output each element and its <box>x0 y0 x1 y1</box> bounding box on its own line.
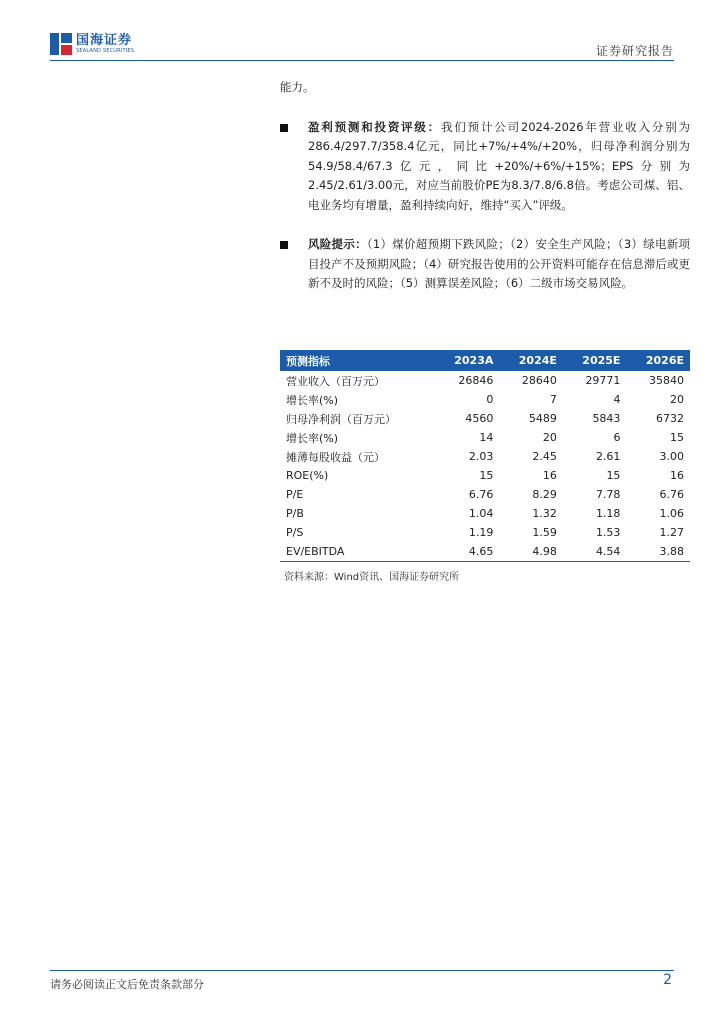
table-row <box>280 542 690 562</box>
table-cell: 1.19 <box>468 526 494 539</box>
header-cell: 2026E <box>645 354 684 367</box>
row-label: 摊薄每股收益（元） <box>286 450 385 464</box>
table-cell: 15 <box>606 469 621 482</box>
table-cell: 1.06 <box>659 507 684 520</box>
table-row <box>280 371 690 390</box>
square-bullet-icon <box>280 241 288 249</box>
row-label: P/E <box>286 488 304 501</box>
table-cell: 4 <box>613 393 621 406</box>
table-cell: 3.88 <box>626 542 690 562</box>
table-cell: 7 <box>549 393 557 406</box>
logo-english-name: SEALAND SECURITIES <box>76 48 135 54</box>
table-cell: 8.29 <box>532 488 557 501</box>
header-cell: 预测指标 <box>286 354 330 368</box>
table-row <box>280 390 690 409</box>
table-cell: 7.78 <box>595 488 621 501</box>
report-type-label: 证券研究报告 <box>595 44 674 58</box>
table-row <box>280 447 690 466</box>
table-cell: 1.04 <box>468 507 494 520</box>
row-label: ROE(%) <box>286 469 329 482</box>
main-content <box>280 78 690 314</box>
risk-text: （1）煤价超预期下跌风险；（2）安全生产风险；（3）绿电新项目投产不及预期风险；（4）研究报告使用的公开资料可能存在信息滞后或更新不及时的风险；（5）测算误差风险；（6）二级市场交易风险。 <box>308 237 691 290</box>
table-cell: 2.45 <box>532 450 557 463</box>
forecast-paragraph <box>280 118 690 216</box>
table-cell: 28640 <box>521 374 557 387</box>
header-cell: 2025E <box>582 354 621 367</box>
row-label: 归母净利润（百万元） <box>286 412 396 426</box>
table-row <box>280 409 690 428</box>
continuation-text: 能力。 <box>280 80 315 94</box>
row-label: EV/EBITDA <box>280 542 435 562</box>
table-cell: 3.00 <box>659 450 684 463</box>
table-cell: 4560 <box>465 412 494 425</box>
table-cell: 1.27 <box>659 526 684 539</box>
table-cell: 6.76 <box>659 488 684 501</box>
table-cell: 5489 <box>528 412 557 425</box>
table-cell: 1.59 <box>532 526 557 539</box>
header-cell: 2023A <box>454 354 494 367</box>
square-bullet-icon <box>280 124 288 132</box>
company-logo <box>50 30 134 58</box>
table-cell: 6732 <box>656 412 684 425</box>
table-cell: 16 <box>670 469 684 482</box>
row-label: P/B <box>286 507 304 520</box>
table-row <box>280 428 690 447</box>
table-cell: 0 <box>486 393 494 406</box>
risk-paragraph <box>280 235 690 294</box>
table-cell: 15 <box>479 469 494 482</box>
table-cell: 20 <box>670 393 684 406</box>
forecast-text: 我们预计公司2024-2026年营业收入分别为286.4/297.7/358.4亿元，同比+7%/+4%/+20%，归母净利润分别为54.9/58.4/67.3亿元，同比+20%/+6%/+15%；EPS分别为2.45/2.61/3.00元，对应当前股价PE为8.3/7.8/6.8倍。考虑公司煤、铝、电业务均有增量，盈利持续向好，维持“买入”评级。 <box>308 119 690 212</box>
header-divider <box>50 60 674 61</box>
table-source-note: 资料来源：Wind资讯、国海证券研究所 <box>284 572 460 583</box>
table-cell: 29771 <box>585 374 621 387</box>
forecast-title: 盈利预测和投资评级： <box>308 119 442 134</box>
footer-disclaimer: 请务必阅读正文后免责条款部分 <box>50 978 204 991</box>
table-cell: 2.03 <box>468 450 494 463</box>
page-header <box>50 28 674 60</box>
table-cell: 14 <box>479 431 494 444</box>
page-number: 2 <box>663 972 672 988</box>
table-cell: 20 <box>542 431 557 444</box>
table-row <box>280 504 690 523</box>
table-row <box>280 523 690 542</box>
table-row <box>280 485 690 504</box>
forecast-table <box>280 350 690 562</box>
table-cell: 4.65 <box>435 542 500 562</box>
table-cell: 6 <box>613 431 621 444</box>
table-header-row <box>280 350 690 371</box>
table-cell: 1.18 <box>595 507 621 520</box>
header-cell: 2024E <box>518 354 557 367</box>
table-cell: 4.54 <box>563 542 627 562</box>
table-cell: 15 <box>670 431 684 444</box>
table-cell: 1.53 <box>595 526 621 539</box>
table-cell: 6.76 <box>468 488 494 501</box>
table-row <box>280 466 690 485</box>
row-label: 营业收入（百万元） <box>286 374 385 388</box>
row-label: 增长率(%) <box>286 431 339 445</box>
table-cell: 2.61 <box>595 450 621 463</box>
table-cell: 1.32 <box>532 507 557 520</box>
footer-divider <box>50 970 674 971</box>
logo-chinese-name: 国海证券 <box>76 33 133 48</box>
forecast-table-section <box>280 350 690 583</box>
row-label: 增长率(%) <box>286 393 339 407</box>
table-cell: 5843 <box>592 412 621 425</box>
risk-title: 风险提示： <box>308 237 367 251</box>
table-cell: 35840 <box>649 374 684 387</box>
row-label: P/S <box>286 526 304 539</box>
logo-mark-icon <box>50 33 72 55</box>
table-cell: 16 <box>542 469 557 482</box>
table-cell: 4.98 <box>499 542 563 562</box>
table-cell: 26846 <box>458 374 494 387</box>
